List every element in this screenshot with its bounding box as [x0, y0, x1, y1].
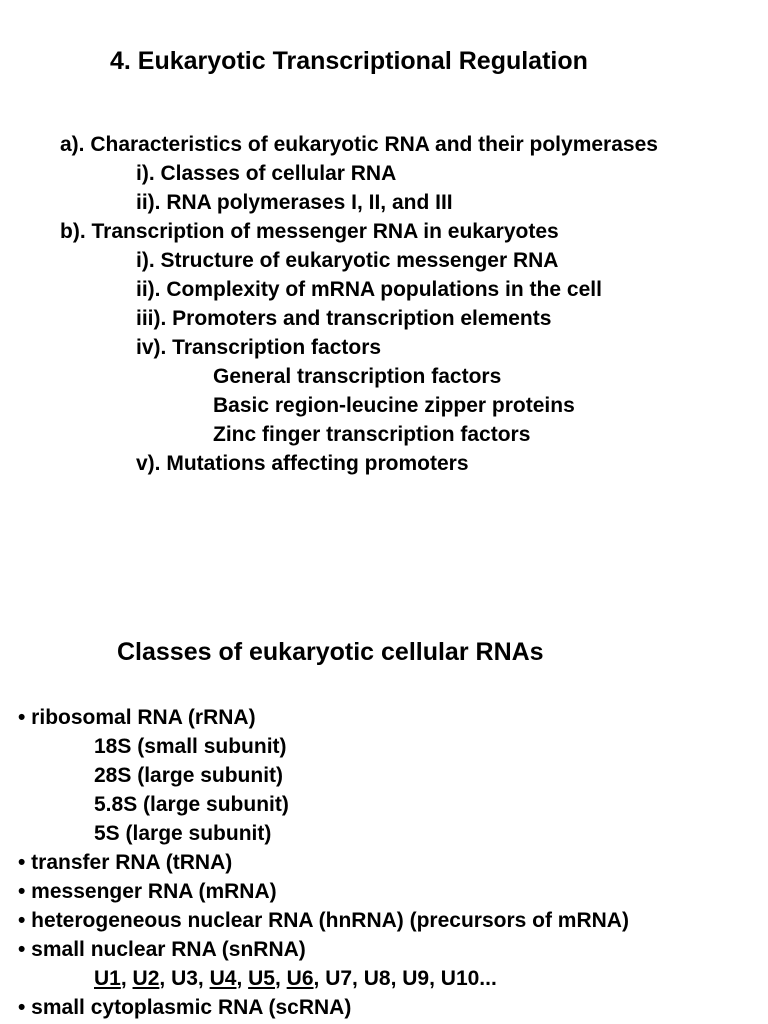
outline-item-b-i: i). Structure of eukaryotic messenger RNA [136, 249, 559, 272]
snrna-u10: U10... [440, 967, 497, 990]
list-subitem-18s: 18S (small subunit) [94, 735, 287, 758]
snrna-separator: , [390, 967, 403, 990]
snrna-separator: , [159, 967, 172, 990]
outline-subitem-zinc-finger: Zinc finger transcription factors [213, 423, 531, 446]
list-item-rrna: • ribosomal RNA (rRNA) [18, 706, 256, 729]
outline-item-b: b). Transcription of messenger RNA in eukaryotes [60, 220, 559, 243]
list-item-mrna: • messenger RNA (mRNA) [18, 880, 277, 903]
snrna-list [94, 964, 497, 993]
snrna-u3: U3 [171, 967, 198, 990]
list-item-scrna: • small cytoplasmic RNA (scRNA) [18, 996, 352, 1019]
outline-item-a: a). Characteristics of eukaryotic RNA and their polymerases [60, 133, 658, 156]
snrna-u5: U5 [248, 967, 275, 990]
outline-item-b-iii: iii). Promoters and transcription elements [136, 307, 552, 330]
snrna-u6: U6 [286, 967, 314, 990]
list-subitem-5s: 5S (large subunit) [94, 822, 272, 845]
outline-item-a-ii: ii). RNA polymerases I, II, and III [136, 191, 453, 214]
list-item-trna: • transfer RNA (tRNA) [18, 851, 233, 874]
outline-item-b-ii: ii). Complexity of mRNA populations in the cell [136, 278, 602, 301]
list-subitem-28s: 28S (large subunit) [94, 764, 284, 787]
snrna-u1: U1 [94, 967, 121, 990]
outline-item-a-i: i). Classes of cellular RNA [136, 162, 397, 185]
outline-item-b-iv: iv). Transcription factors [136, 336, 382, 359]
snrna-u9: U9 [402, 967, 430, 990]
snrna-separator: , [197, 967, 210, 990]
snrna-separator: , [352, 967, 364, 990]
outline-subitem-general-tf: General transcription factors [213, 365, 502, 388]
snrna-u7: U7 [325, 967, 353, 990]
outline-item-b-v: v). Mutations affecting promoters [136, 452, 469, 475]
snrna-u8: U8 [363, 967, 391, 990]
snrna-separator: , [313, 967, 326, 990]
slide2-title: Classes of eukaryotic cellular RNAs [117, 638, 544, 666]
snrna-separator: , [236, 967, 249, 990]
snrna-separator: , [274, 967, 287, 990]
snrna-separator: , [120, 967, 133, 990]
snrna-u2: U2 [132, 967, 160, 990]
list-item-hnrna: • heterogeneous nuclear RNA (hnRNA) (precursors of mRNA) [18, 909, 629, 932]
outline-subitem-bzip: Basic region-leucine zipper proteins [213, 394, 575, 417]
snrna-u4: U4 [209, 967, 237, 990]
list-item-snrna: • small nuclear RNA (snRNA) [18, 938, 306, 961]
slide1-title: 4. Eukaryotic Transcriptional Regulation [110, 47, 588, 75]
list-subitem-5-8s: 5.8S (large subunit) [94, 793, 289, 816]
snrna-separator: , [429, 967, 441, 990]
